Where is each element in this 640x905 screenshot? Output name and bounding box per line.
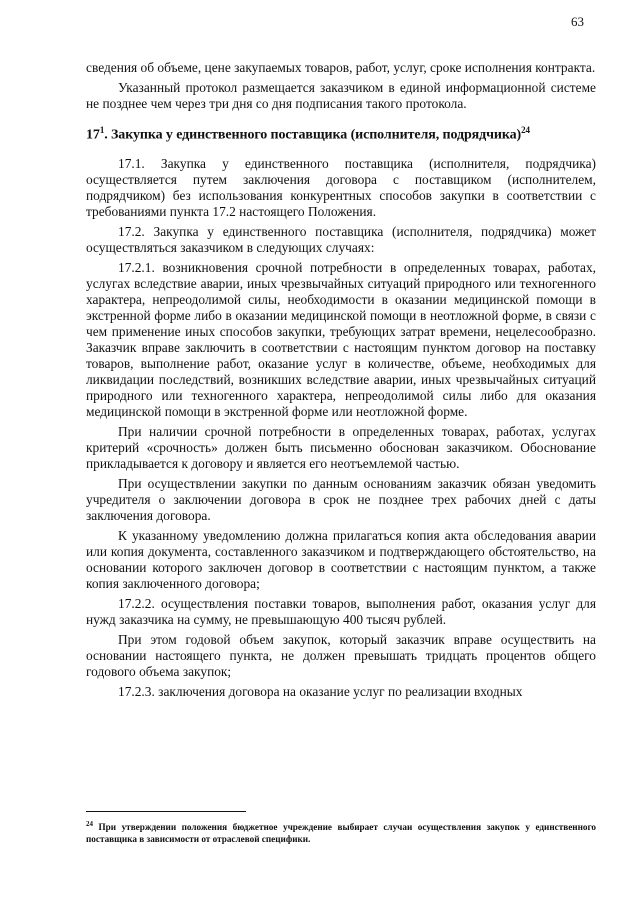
paragraph-17-1: 17.1. Закупка у единственного поставщика (исполнителя, подрядчика) осуществляется путем заключения договора с поставщиком (исполнителем, подрядчиком) без использования конкурентных способов закупки в соответствии с требованиями пункта 17.2 настоящего Положения. [86, 155, 596, 219]
paragraph-17-2-2: 17.2.2. осуществления поставки товаров, выполнения работ, оказания услуг для нужд заказчика на сумму, не превышающую 400 тысяч рублей. [86, 595, 596, 627]
footnote-divider [86, 811, 246, 812]
paragraph-urgency: При наличии срочной потребности в определенных товарах, работах, услугах критерий «срочность» должен быть письменно обоснован заказчиком. Обоснование прикладывается к договору и является его неотъемлемой частью. [86, 423, 596, 471]
section-heading [86, 122, 596, 144]
page-number: 63 [571, 14, 584, 29]
paragraph-17-2-3: 17.2.3. заключения договора на оказание услуг по реализации входных [118, 683, 523, 699]
paragraph-notification: При осуществлении закупки по данным основаниям заказчик обязан уведомить учредителя о заключении договора в срок не позднее трех рабочих дней с даты заключения договора. [86, 475, 596, 523]
paragraph-continuation: сведения об объеме, цене закупаемых товаров, работ, услуг, сроке исполнения контракта. [86, 60, 596, 75]
paragraph-protocol-placement: Указанный протокол размещается заказчиком в единой информационной системе не позднее чем через три дня со дня подписания такого протокола. [86, 80, 596, 111]
footnote-reference: 24 [521, 125, 530, 135]
paragraph-17-2: 17.2. Закупка у единственного поставщика (исполнителя, подрядчика) может осуществляться заказчиком в следующих случаях: [86, 223, 596, 255]
footnote-text: При утверждении положения бюджетное учреждение выбирает случаи осуществления закупок у единственного поставщика в зависимости от отраслевой специфики. [86, 822, 596, 845]
document-body [86, 60, 596, 704]
section-title: . Закупка у единственного поставщика (исполнителя, подрядчика) [104, 127, 522, 143]
paragraph-17-2-1: 17.2.1. возникновения срочной потребности в определенных товарах, работах, услугах вследствие аварии, иных чрезвычайных ситуаций природного или техногенного характера, непреодолимой силы, необходимости в оказании медицинской помощи в экстренной форме либо в оказании медицинской помощи в неотложной форме, в связи с чем применение иных способов закупки, требующих затрат времени, нецелесообразно. Заказчик вправе заключить в соответствии с настоящим пунктом договор на поставку товаров, выполнение работ, оказание услуг в количестве, объеме, необходимых для ликвидации последствий, возникших вследствие аварии, иных чрезвычайных ситуаций природного или техногенного характера, непреодолимой силы либо для оказания медицинской помощи в экстренной форме или неотложной форме. [86, 259, 596, 419]
section-number-superscript: 1 [99, 125, 105, 135]
section-number: 17 [86, 127, 100, 143]
footnote [86, 818, 596, 845]
paragraph-notification-attachments: К указанному уведомлению должна прилагаться копия акта обследования аварии или копия документа, составленного заказчиком и подтверждающего обстоятельство, на основании которого заключен договор в соответствии с настоящим пунктом, а также копия заключенного договора; [86, 527, 596, 591]
paragraph-annual-volume: При этом годовой объем закупок, который заказчик вправе осуществить на основании настоящего пункта, не должен превышать тридцать процентов общего годового объема закупок; [86, 631, 596, 679]
footnote-mark: 24 [86, 820, 93, 828]
